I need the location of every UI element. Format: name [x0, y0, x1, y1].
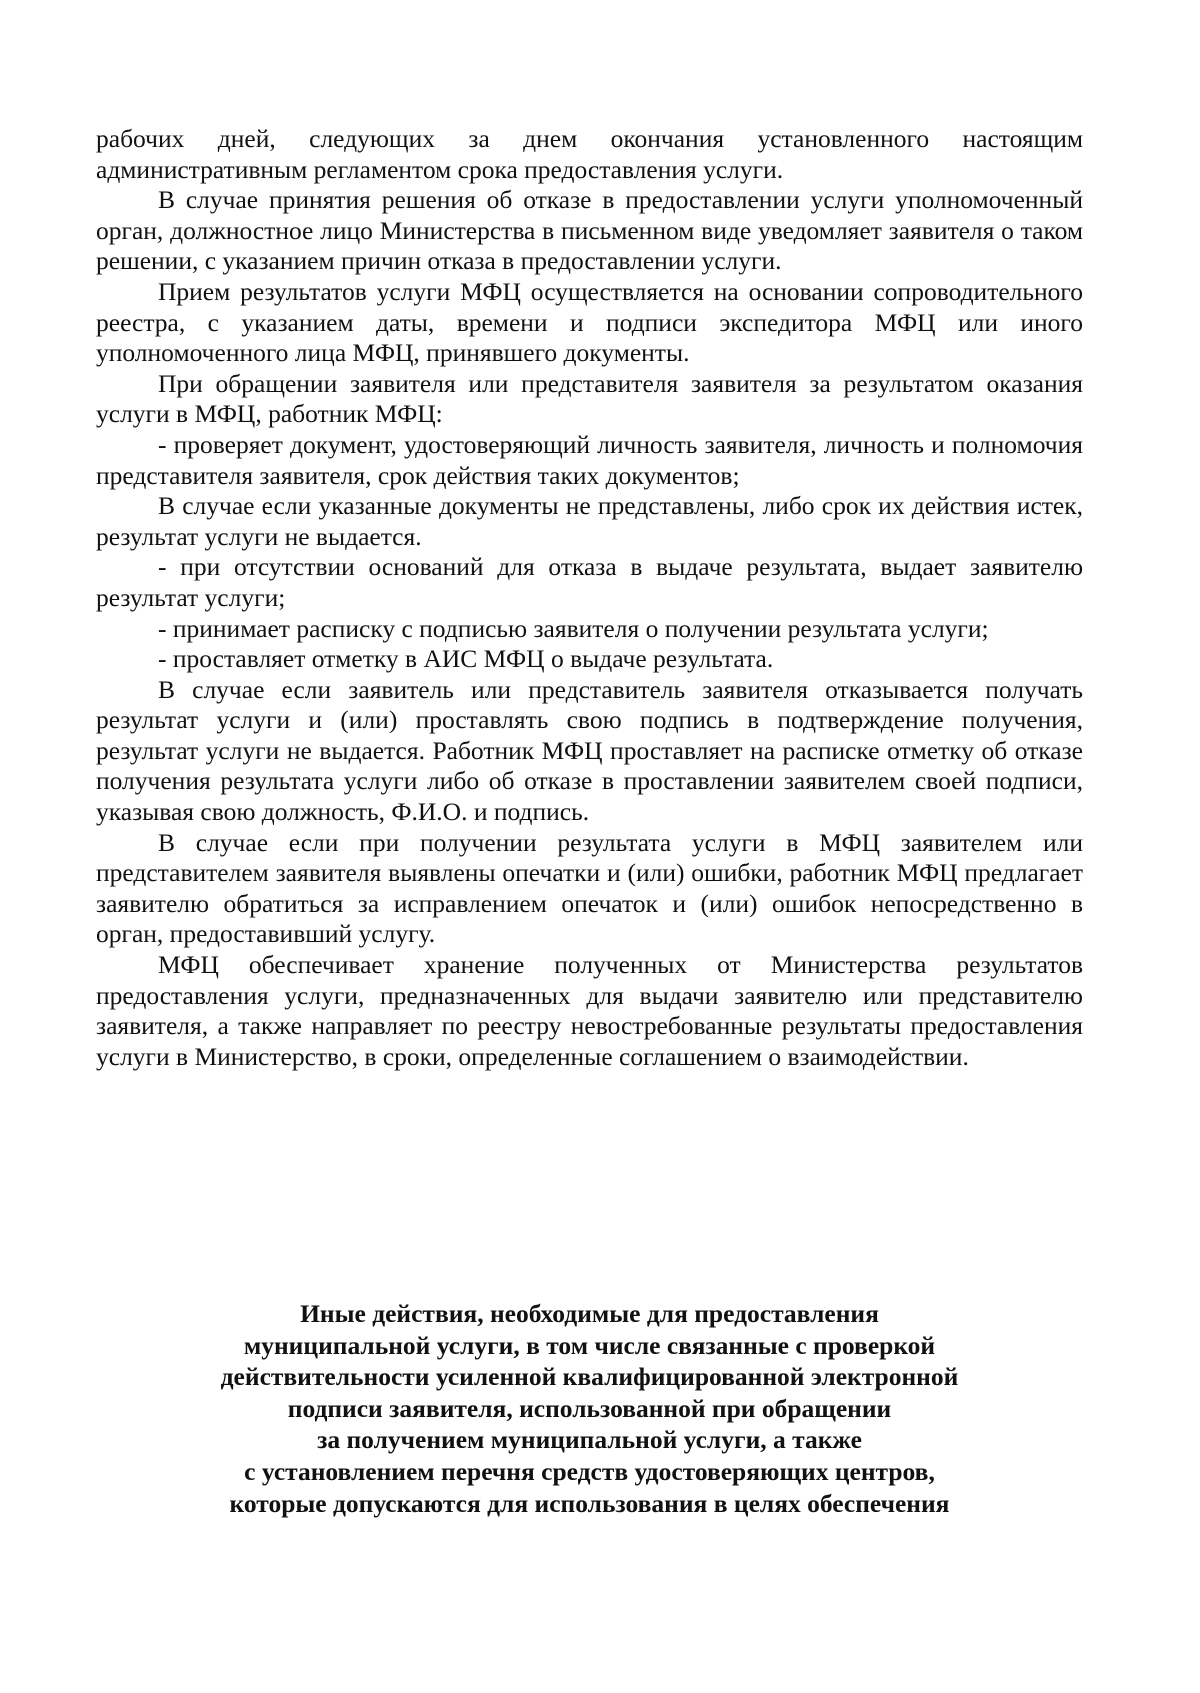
- paragraph-7: - при отсутствии оснований для отказа в выдаче результата, выдает заявителю результат услуги;: [96, 552, 1083, 612]
- paragraph-2: В случае принятия решения об отказе в предоставлении услуги уполномоченный орган, должностное лицо Министерства в письменном виде уведомляет заявителя о таком решении, с указанием причин отказа в предоставлении услуги.: [96, 185, 1083, 276]
- paragraph-6: В случае если указанные документы не представлены, либо срок их действия истек, результат услуги не выдается.: [96, 491, 1083, 551]
- paragraph-10: В случае если заявитель или представитель заявителя отказывается получать результат услуги и (или) проставлять свою подпись в подтверждение получения, результат услуги не выдается. Работник МФЦ проставляет на расписке отметку об отказе получения результата услуги либо об отказе в проставлении заявителем своей подписи, указывая свою должность, Ф.И.О. и подпись.: [96, 674, 1083, 827]
- section-heading-line: за получением муниципальной услуги, а также: [317, 1425, 862, 1455]
- paragraph-11: В случае если при получении результата услуги в МФЦ заявителем или представителем заявителя выявлены опечатки и (или) ошибки, работник МФЦ предлагает заявителю обратиться за исправлением опечаток и (или) ошибок непосредственно в орган, предоставивший услугу.: [96, 827, 1083, 949]
- section-heading-line: подписи заявителя, использованной при обращении: [287, 1393, 892, 1423]
- section-heading: [96, 1298, 1083, 1519]
- section-heading-line: Иные действия, необходимые для предоставления: [300, 1299, 879, 1328]
- document-body: [96, 124, 1083, 1072]
- paragraph-3: Прием результатов услуги МФЦ осуществляется на основании сопроводительного реестра, с указанием даты, времени и подписи экспедитора МФЦ или иного уполномоченного лица МФЦ, принявшего документы.: [96, 276, 1083, 368]
- section-heading-line: действительности усиленной квалифицированной электронной: [220, 1362, 959, 1392]
- paragraph-9: - проставляет отметку в АИС МФЦ о выдаче результата.: [158, 644, 774, 674]
- paragraph-12: МФЦ обеспечивает хранение полученных от Министерства результатов предоставления услуги, предназначенных для выдачи заявителю или представителю заявителя, а также направляет по реестру невостребованные результаты предоставления услуги в Министерство, в сроки, определенные соглашением о взаимодействии.: [96, 950, 1083, 1071]
- paragraph-8: - принимает расписку с подписью заявителя о получении результата услуги;: [158, 613, 989, 643]
- paragraph-5: - проверяет документ, удостоверяющий личность заявителя, личность и полномочия представителя заявителя, срок действия таких документов;: [96, 429, 1083, 490]
- section-heading-line: с установлением перечня средств удостоверяющих центров,: [244, 1456, 935, 1486]
- section-heading-line: которые допускаются для использования в целях обеспечения: [229, 1488, 950, 1518]
- section-heading-line: муниципальной услуги, в том числе связанные с проверкой: [243, 1330, 936, 1360]
- paragraph-1: рабочих дней, следующих за днем окончания установленного настоящим административным регламентом срока предоставления услуги.: [96, 124, 1083, 184]
- paragraph-4: При обращении заявителя или представителя заявителя за результатом оказания услуги в МФЦ, работник МФЦ:: [96, 368, 1083, 429]
